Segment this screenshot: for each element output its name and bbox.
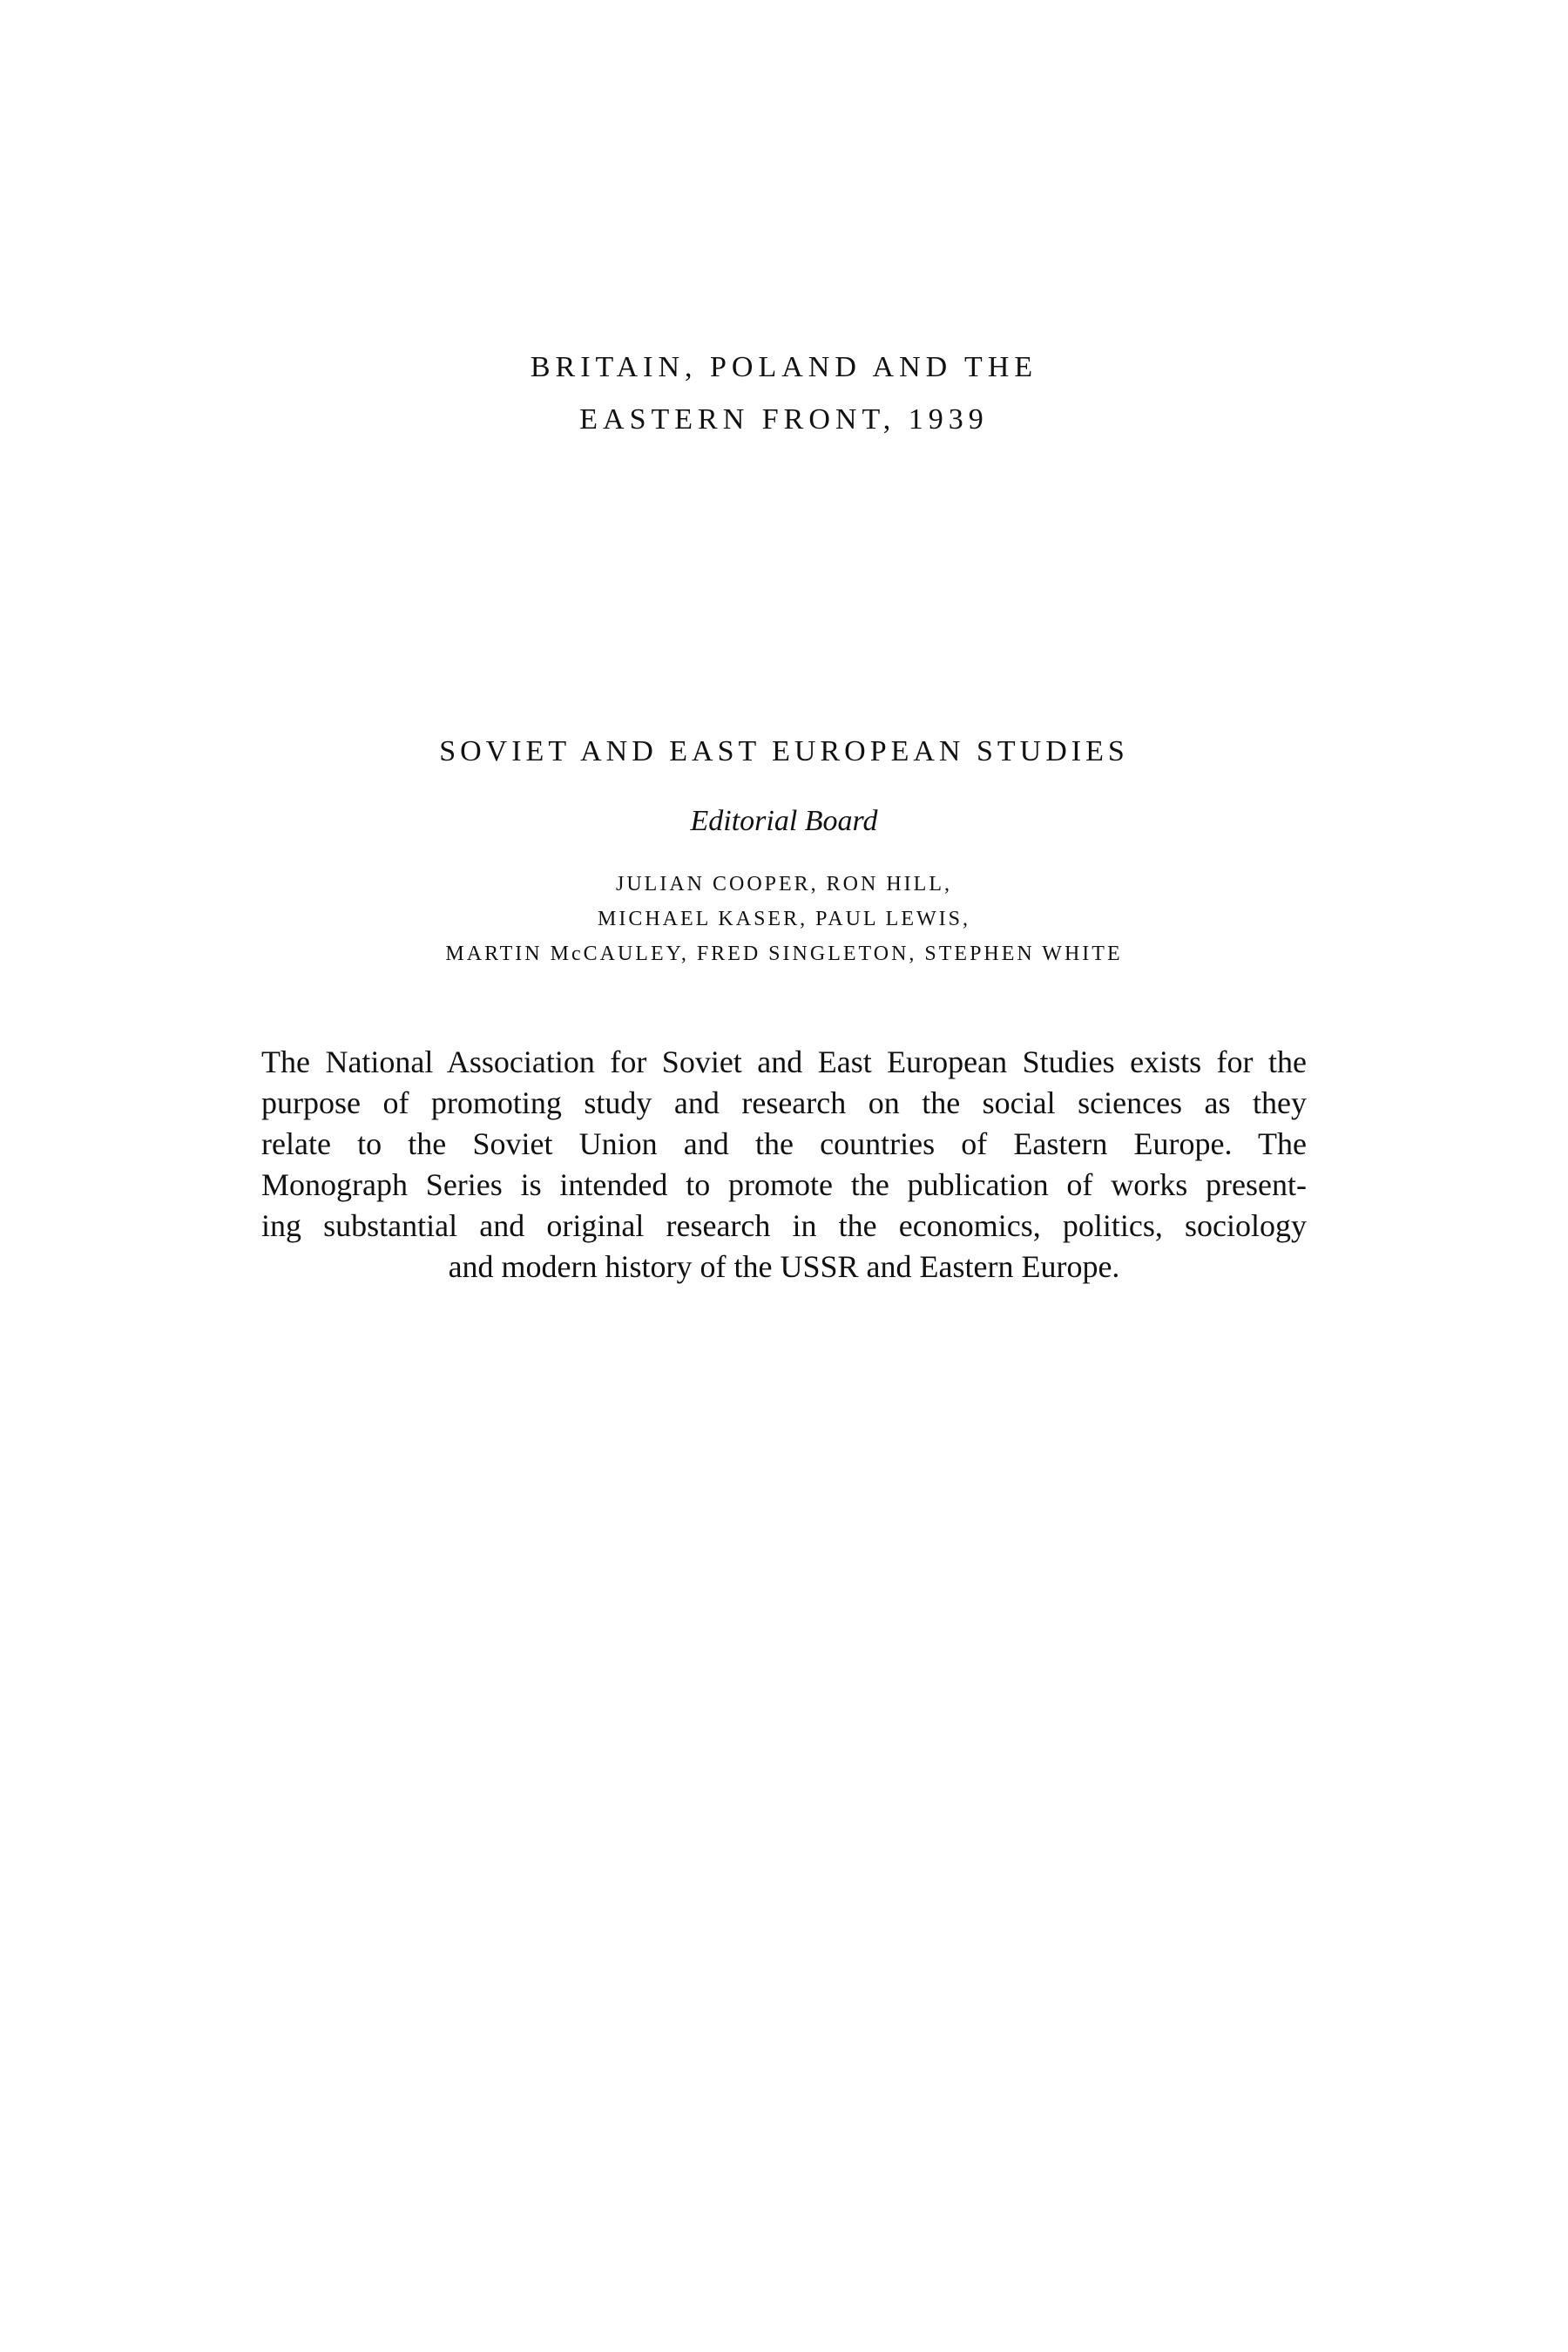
series-title: SOVIET AND EAST EUROPEAN STUDIES [439,735,1129,767]
book-title [0,341,1568,446]
description-line: Monograph Series is intended to promote the publication of works present- [261,1167,1307,1202]
series-description [261,1042,1307,1288]
board-members-line: MARTIN McCAULEY, FRED SINGLETON, STEPHEN WHITE [445,943,1123,965]
description-line: and modern history of the USSR and Eastern Europe. [448,1249,1120,1284]
book-title-line: EASTERN FRONT, 1939 [579,403,989,436]
description-line: relate to the Soviet Union and the countries of Eastern Europe. The [261,1126,1307,1161]
board-members-line: MICHAEL KASER, PAUL LEWIS, [597,908,970,930]
board-members-line: JULIAN COOPER, RON HILL, [616,873,952,896]
book-title-line: BRITAIN, POLAND AND THE [530,351,1038,383]
description-line: ing substantial and original research in the economics, politics, sociology [261,1208,1307,1243]
editorial-board-heading: Editorial Board [690,805,878,837]
editorial-board-members [0,867,1568,971]
description-line: The National Association for Soviet and East European Studies exists for the [261,1044,1307,1079]
description-line: purpose of promoting study and research on the social sciences as they [261,1085,1307,1120]
